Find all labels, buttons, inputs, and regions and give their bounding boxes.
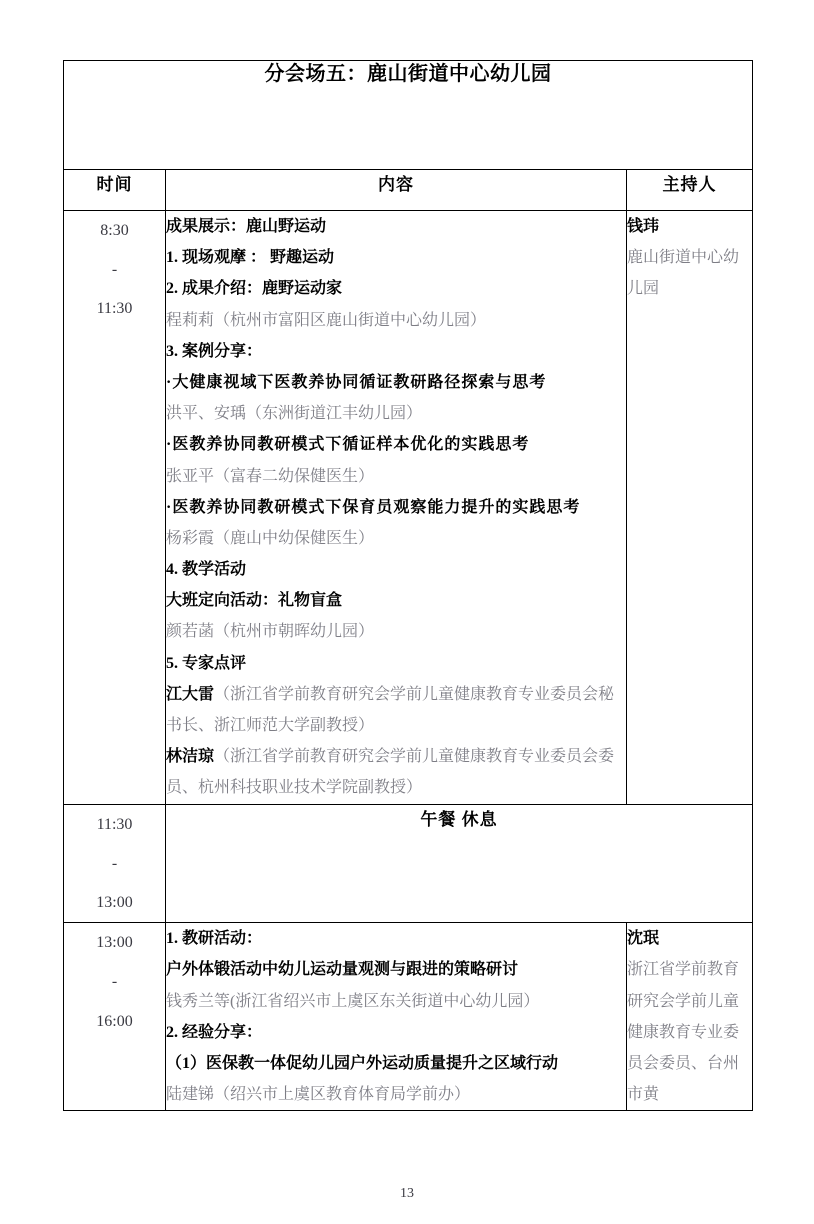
content-line: 杨彩霞（鹿山中幼保健医生）	[166, 529, 375, 547]
content-line	[166, 741, 626, 803]
content-line: 2. 经验分享：	[166, 1023, 263, 1041]
table-row	[64, 804, 753, 923]
session-host-cell	[627, 923, 753, 1111]
column-header-time: 时间	[64, 170, 166, 211]
table-header-row	[64, 170, 753, 211]
time-line: -	[111, 261, 118, 279]
session-content-cell	[166, 211, 627, 805]
session-host-cell	[627, 211, 753, 805]
content-line: 户外体锻活动中幼儿运动量观测与跟进的策略研讨	[166, 961, 519, 979]
session-time-cell	[64, 923, 166, 1111]
session-time-cell	[64, 211, 166, 805]
table-row	[64, 211, 753, 805]
time-line: 11:30	[96, 300, 133, 318]
time-line: 8:30	[100, 222, 129, 239]
host-name: 沈珉	[627, 930, 660, 948]
page-number: 13	[400, 1186, 414, 1201]
expert-affiliation: （浙江省学前教育研究会学前儿童健康教育专业委员会秘书长、浙江师范大学副教授）	[166, 685, 615, 734]
content-line: 5. 专家点评	[166, 654, 247, 672]
time-line: -	[111, 854, 118, 872]
time-line: 11:30	[96, 815, 133, 833]
host-name: 钱玮	[627, 218, 660, 235]
content-line: 陆建锑（绍兴市上虞区教育体育局学前办）	[166, 1086, 471, 1104]
content-line: ·大健康视域下医教养协同循证教研路径探索与思考	[166, 373, 547, 391]
column-header-content: 内容	[166, 170, 627, 211]
content-line: 3. 案例分享：	[166, 342, 263, 360]
content-line: ·医教养协同教研模式下保育员观察能力提升的实践思考	[166, 498, 581, 516]
session-content-cell	[166, 923, 627, 1111]
host-organization: 鹿山街道中心幼儿园	[627, 249, 740, 298]
host-organization: 浙江省学前教育研究会学前儿童健康教育专业委员会委员、台州市黄	[627, 961, 740, 1104]
time-line: 16:00	[96, 1012, 133, 1030]
content-line: 成果展示：鹿山野运动	[166, 218, 327, 235]
content-line: 4. 教学活动	[166, 561, 247, 579]
content-line: ·医教养协同教研模式下循证样本优化的实践思考	[166, 436, 530, 454]
expert-name: 江大雷	[166, 685, 215, 703]
content-line	[166, 679, 626, 741]
time-line: 13:00	[96, 934, 133, 952]
content-line: （1）医保教一体促幼儿园户外运动质量提升之区域行动	[166, 1054, 559, 1072]
table-row	[64, 923, 753, 1111]
content-line: 颜若菡（杭州市朝晖幼儿园）	[166, 623, 375, 641]
content-line: 大班定向活动：礼物盲盒	[166, 592, 343, 610]
content-line: 1. 现场观摩 ： 野趣运动	[166, 249, 335, 267]
lunch-break-cell	[166, 804, 753, 923]
content-line: 1. 教研活动：	[166, 930, 263, 948]
content-line: 2. 成果介绍：鹿野运动家	[166, 280, 343, 298]
content-line: 洪平、安瑀（东洲街道江丰幼儿园）	[166, 405, 423, 423]
expert-name: 林洁琼	[166, 748, 215, 766]
table-title-row	[64, 61, 753, 170]
content-line: 程莉莉（杭州市富阳区鹿山街道中心幼儿园）	[166, 311, 487, 329]
time-line: 13:00	[96, 893, 133, 911]
lunch-break-label: 午餐 休息	[420, 809, 498, 829]
page-title: 分会场五：鹿山街道中心幼儿园	[264, 63, 552, 85]
time-line: -	[111, 973, 118, 991]
content-line: 张亚平（富春二幼保健医生）	[166, 467, 375, 485]
expert-affiliation: （浙江省学前教育研究会学前儿童健康教育专业委员会委员、杭州科技职业技术学院副教授）	[166, 748, 615, 797]
session-time-cell	[64, 804, 166, 923]
session-title-cell	[64, 61, 753, 170]
content-line: 钱秀兰等(浙江省绍兴市上虞区东关街道中心幼儿园）	[166, 992, 540, 1010]
column-header-host: 主持人	[627, 170, 753, 211]
schedule-table	[63, 60, 753, 1111]
